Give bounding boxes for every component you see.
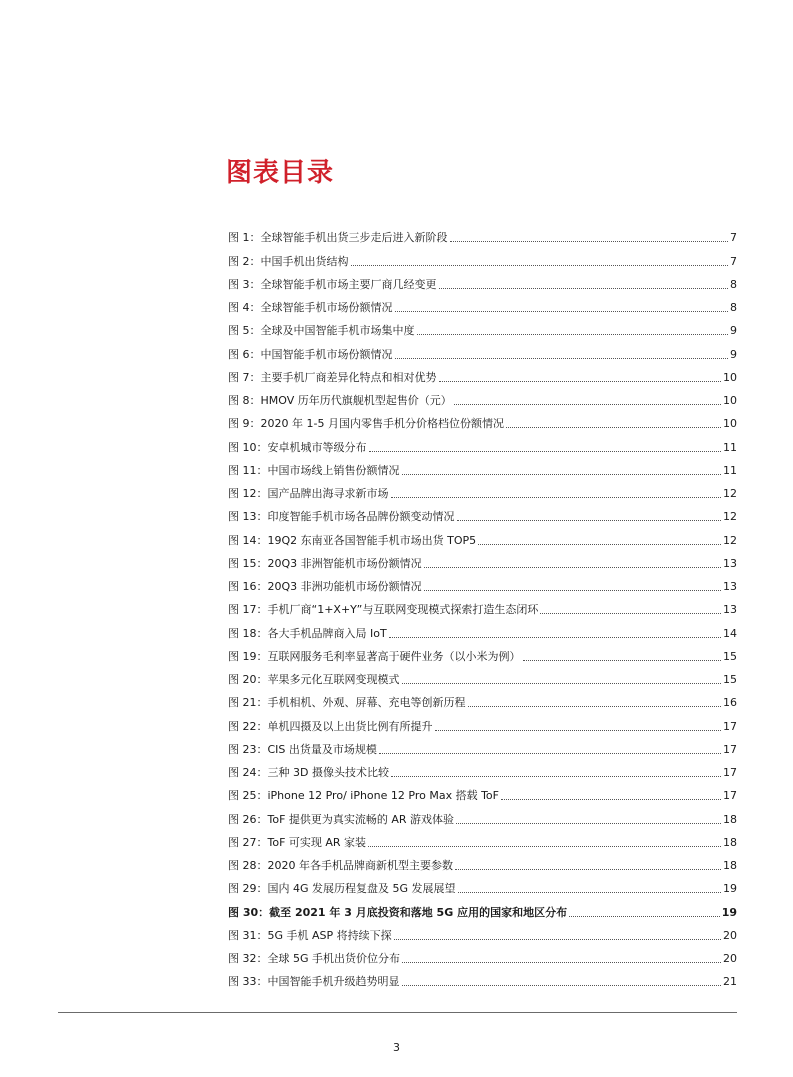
toc-entry-label: 图 6：中国智能手机市场份额情况 [228,347,393,361]
toc-entry-page: 20 [723,952,737,965]
dot-leader [456,823,721,824]
toc-entry-page: 17 [723,766,737,779]
toc-entry-label: 图 10：安卓机城市等级分布 [228,440,367,454]
toc-entry-page: 7 [730,231,737,245]
dot-leader [395,311,729,312]
toc-entry-label: 图 14：19Q2 东南亚各国智能手机市场出货 TOP5 [228,533,477,547]
toc-entry[interactable] [228,455,737,478]
toc-entry-page: 15 [723,673,737,686]
toc-entry-label: 图 30：截至 2021 年 3 月底投资和落地 5G 应用的国家和地区分布 [228,905,568,919]
toc-entry-label: 图 1：全球智能手机出货三步走后进入新阶段 [228,231,448,245]
toc-entry[interactable] [228,548,737,571]
toc-entry[interactable] [228,827,737,850]
toc-entry-page: 13 [723,603,737,617]
toc-entry-label: 图 4：全球智能手机市场份额情况 [228,301,393,314]
toc-entry[interactable] [228,431,737,454]
toc-entry[interactable] [228,943,737,966]
toc-entry[interactable] [228,687,737,710]
toc-entry[interactable] [228,710,737,733]
toc-entry-label: 图 17：手机厂商“1+X+Y”与互联网变现模式探索打造生态闭环 [228,603,539,617]
toc-entry[interactable] [228,641,737,664]
toc-entry-page: 7 [730,254,737,268]
toc-entry-label: 图 9：2020 年 1-5 月国内零售手机分价格档位份额情况 [228,417,504,431]
dot-leader [455,869,721,870]
toc-entry-page: 18 [723,812,737,826]
toc-entry[interactable] [228,873,737,896]
toc-entry-page: 9 [730,324,737,338]
toc-entry-label: 图 19：互联网服务毛利率显著高于硬件业务（以小米为例） [228,649,521,663]
toc-entry-label: 图 27：ToF 可实现 AR 家装 [228,835,367,849]
toc-entry-page: 9 [730,347,737,361]
toc-entry-label: 图 23：CIS 出货量及市场规模 [228,742,377,756]
toc-entry-page: 15 [723,649,737,663]
dot-leader [424,590,721,591]
toc-entry-label: 图 16：20Q3 非洲功能机市场份额情况 [228,580,422,593]
toc-entry[interactable] [228,734,737,757]
toc-entry-page: 10 [723,370,737,384]
toc-entry[interactable] [228,571,737,594]
toc-entry-page: 12 [723,510,737,524]
dot-leader [368,846,721,847]
dot-leader [540,613,721,614]
toc-entry[interactable] [228,478,737,501]
toc-entry[interactable] [228,757,737,780]
toc-entry[interactable] [228,338,737,361]
toc-entry-page: 20 [723,928,737,942]
toc-entry-label: 图 8：HMOV 历年历代旗舰机型起售价（元） [228,394,452,407]
toc-entry[interactable] [228,269,737,292]
dot-leader [391,776,721,777]
dot-leader [454,404,721,405]
toc-entry-label: 图 29：国内 4G 发展历程复盘及 5G 发展展望 [228,882,456,896]
dot-leader [379,753,721,754]
dot-leader [523,660,722,661]
dot-leader [402,985,722,986]
figure-table-of-contents [228,222,737,989]
toc-entry-label: 图 31：5G 手机 ASP 将持续下探 [228,928,392,942]
toc-entry[interactable] [228,292,737,315]
dot-leader [369,451,722,452]
toc-entry-page: 11 [723,463,737,477]
toc-entry-page: 18 [723,835,737,849]
toc-entry-label: 图 11：中国市场线上销售份额情况 [228,463,400,477]
toc-entry-page: 19 [723,882,737,896]
dot-leader [417,334,729,335]
toc-entry-label: 图 5：全球及中国智能手机市场集中度 [228,324,415,338]
toc-entry-page: 17 [723,789,737,803]
toc-entry-page: 13 [723,556,737,570]
toc-entry-page: 10 [723,417,737,431]
toc-entry-page: 17 [723,719,737,733]
dot-leader [402,683,722,684]
toc-entry-label: 图 13：印度智能手机市场各品牌份额变动情况 [228,510,455,524]
dot-leader [424,567,721,568]
dot-leader [506,427,721,428]
toc-entry-label: 图 18：各大手机品牌商入局 IoT [228,626,387,640]
toc-entry-page: 12 [723,487,737,500]
dot-leader [450,241,729,242]
toc-entry-page: 8 [730,301,737,314]
toc-entry[interactable] [228,408,737,431]
toc-entry-page: 19 [721,905,737,919]
toc-entry[interactable] [228,385,737,408]
toc-entry-label: 图 33：中国智能手机升级趋势明显 [228,975,400,989]
toc-entry[interactable] [228,315,737,338]
toc-entry[interactable] [228,362,737,385]
toc-entry-label: 图 24：三种 3D 摄像头技术比较 [228,766,389,779]
dot-leader [501,799,721,800]
dot-leader [391,497,722,498]
toc-entry-label: 图 28：2020 年各手机品牌商新机型主要参数 [228,859,453,872]
toc-entry-label: 图 3：全球智能手机市场主要厂商几经变更 [228,277,437,291]
toc-entry-label: 图 15：20Q3 非洲智能机市场份额情况 [228,556,422,570]
toc-entry-label: 图 22：单机四摄及以上出货比例有所提升 [228,719,433,733]
toc-entry-page: 18 [723,859,737,872]
dot-leader [435,730,722,731]
toc-entry-page: 13 [723,580,737,593]
toc-entry-label: 图 32：全球 5G 手机出货价位分布 [228,952,401,965]
toc-entry-label: 图 20：苹果多元化互联网变现模式 [228,673,400,686]
toc-entry[interactable] [228,966,737,989]
toc-entry-page: 17 [723,742,737,756]
footer-divider [58,1012,737,1013]
page-number: 3 [393,1041,400,1054]
toc-entry[interactable] [228,780,737,803]
toc-entry-label: 图 7：主要手机厂商差异化特点和相对优势 [228,370,437,384]
dot-leader [468,706,722,707]
dot-leader [351,265,729,266]
toc-entry-page: 11 [723,440,737,454]
toc-entry-label: 图 2：中国手机出货结构 [228,254,349,268]
toc-entry[interactable] [228,920,737,943]
dot-leader [478,544,721,545]
toc-entry-page: 12 [723,533,737,547]
toc-entry[interactable] [228,501,737,524]
toc-entry[interactable] [228,524,737,547]
page-title: 图表目录 [226,158,335,188]
dot-leader [457,520,722,521]
toc-entry-page: 14 [723,626,737,640]
toc-entry-label: 图 21：手机相机、外观、屏幕、充电等创新历程 [228,696,466,710]
toc-entry-label: 图 12：国产品牌出海寻求新市场 [228,487,389,500]
dot-leader [439,288,729,289]
toc-entry-page: 8 [730,277,737,291]
toc-entry[interactable] [228,664,737,687]
toc-entry-label: 图 25：iPhone 12 Pro/ iPhone 12 Pro Max 搭载 ToF [228,789,499,803]
toc-entry[interactable] [228,594,737,617]
toc-entry[interactable] [228,222,737,245]
dot-leader [458,892,721,893]
dot-leader [402,474,722,475]
toc-entry-page: 10 [723,394,737,407]
dot-leader [395,358,729,359]
toc-entry-page: 21 [723,975,737,989]
toc-entry[interactable] [228,803,737,826]
toc-entry[interactable] [228,850,737,873]
dot-leader [389,637,721,638]
toc-entry-page: 16 [723,696,737,710]
dot-leader [569,916,720,917]
dot-leader [439,381,722,382]
toc-entry-label: 图 26：ToF 提供更为真实流畅的 AR 游戏体验 [228,812,455,826]
dot-leader [402,962,721,963]
toc-entry[interactable] [228,617,737,640]
toc-entry[interactable] [228,245,737,268]
dot-leader [394,939,721,940]
toc-entry[interactable] [228,896,737,919]
